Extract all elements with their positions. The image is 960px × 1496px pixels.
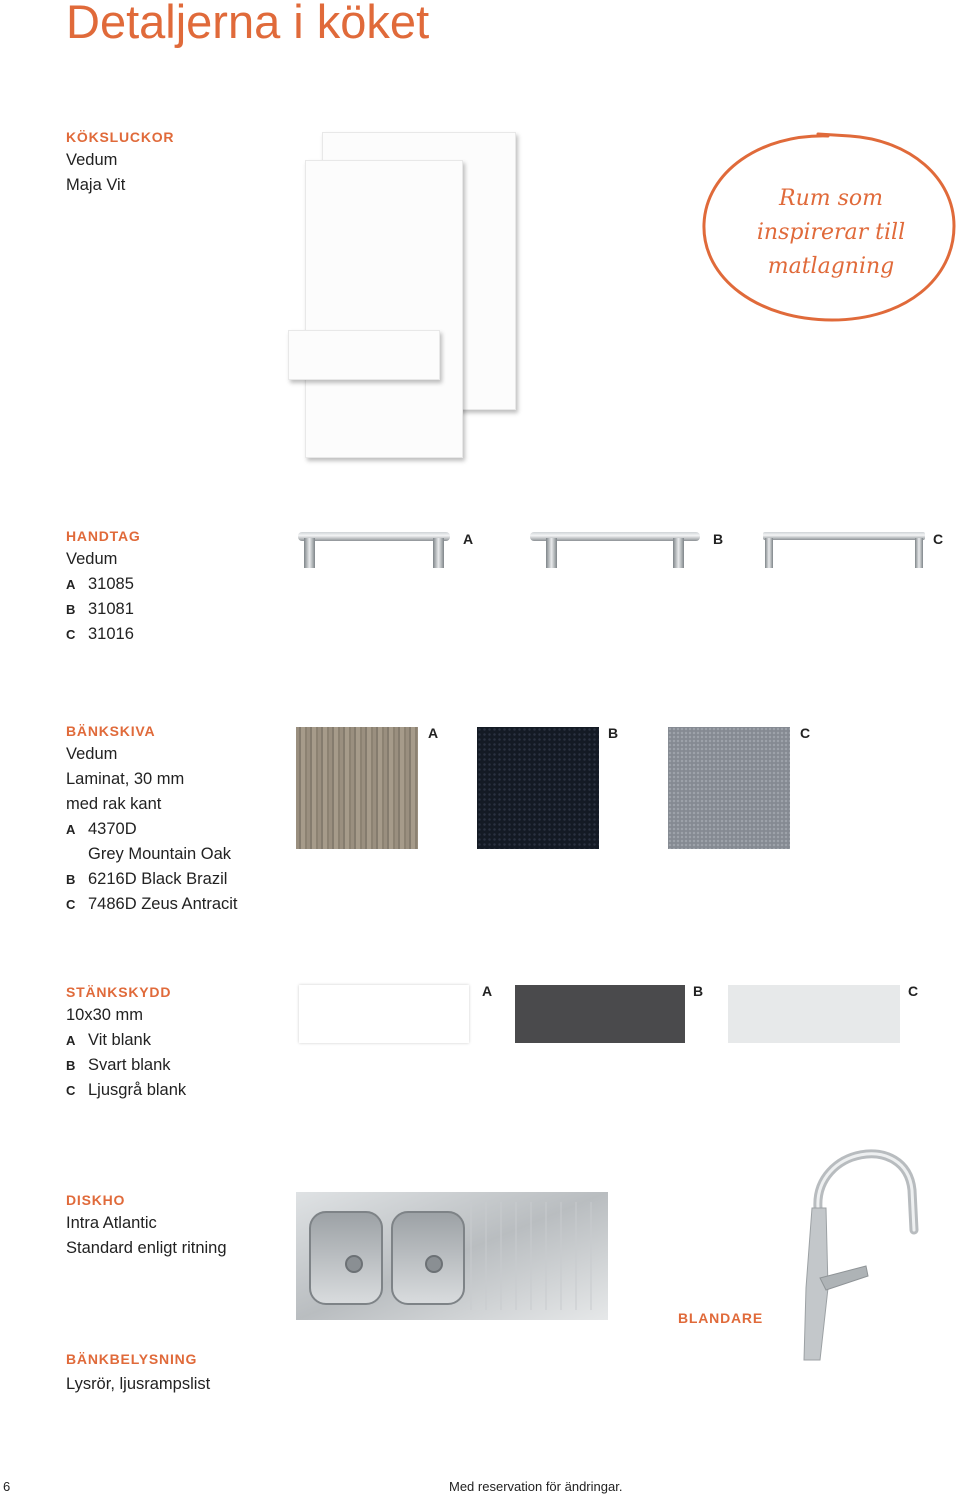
stankskydd-item-c: [66, 1078, 186, 1103]
stankskydd-heading: STÄNKSKYDD: [66, 984, 172, 1000]
stankskydd-swatch-b: [515, 985, 685, 1043]
item-letter: A: [66, 577, 76, 592]
faucet-image: [796, 1138, 926, 1364]
item-letter: C: [66, 897, 76, 912]
handtag-item-b: [66, 597, 134, 622]
bankskiva-heading: BÄNKSKIVA: [66, 723, 156, 739]
diskho-line-2: Standard enligt ritning: [66, 1239, 227, 1257]
bankbelysning-heading: BÄNKBELYSNING: [66, 1351, 198, 1367]
diskho-line-1: Intra Atlantic: [66, 1214, 157, 1232]
kokslucka-heading: KÖKSLUCKOR: [66, 129, 175, 145]
handle-a: [298, 532, 450, 572]
page-number: 6: [3, 1479, 11, 1494]
stankskydd-swatch-c: [728, 985, 900, 1043]
item-code: 31085: [88, 575, 134, 593]
handtag-item-a: [66, 572, 134, 597]
bankskiva-line-1: Vedum: [66, 745, 118, 763]
stankskydd-label-c: C: [908, 983, 919, 999]
sink-image: [296, 1192, 608, 1320]
bankskiva-swatch-a: [296, 727, 418, 849]
item-letter: C: [66, 627, 76, 642]
bankskiva-label-c: C: [800, 725, 811, 741]
handle-label-a: A: [463, 531, 474, 547]
item-code: 31016: [88, 625, 134, 643]
bankbelysning-line: Lysrör, ljusrampslist: [66, 1375, 211, 1393]
diskho-heading: DISKHO: [66, 1192, 126, 1208]
item-letter: B: [66, 1058, 76, 1073]
item-text: 7486D Zeus Antracit: [88, 895, 238, 913]
door-panel-front: [305, 160, 463, 458]
page-title: Detaljerna i köket: [66, 0, 430, 48]
bankskiva-label-b: B: [608, 725, 619, 741]
bankskiva-item-a-sub: Grey Mountain Oak: [88, 845, 232, 863]
stankskydd-swatch-a: [299, 985, 469, 1043]
item-letter: C: [66, 1083, 76, 1098]
handle-b: [530, 532, 700, 572]
item-text: Ljusgrå blank: [88, 1081, 187, 1099]
handle-label-c: C: [933, 531, 944, 547]
bankskiva-line-2: Laminat, 30 mm: [66, 770, 185, 788]
bankskiva-item-c: [66, 892, 238, 917]
item-letter: A: [66, 1033, 76, 1048]
item-code: 31081: [88, 600, 134, 618]
bankskiva-swatch-b: [477, 727, 599, 849]
kokslucka-line-2: Maja Vit: [66, 176, 126, 194]
item-text: Svart blank: [88, 1056, 171, 1074]
stankskydd-label-a: A: [482, 983, 493, 999]
stankskydd-item-b: [66, 1053, 171, 1078]
item-text: 4370D: [88, 820, 137, 838]
inspiration-stamp: [700, 132, 958, 324]
faucet-icon: [796, 1138, 926, 1364]
item-letter: A: [66, 822, 76, 837]
stamp-line-3: matlagning: [767, 254, 895, 279]
bankskiva-swatch-c: [668, 727, 790, 849]
footer-note: Med reservation för ändringar.: [449, 1479, 623, 1494]
stankskydd-item-a: [66, 1028, 151, 1053]
item-text: Vit blank: [88, 1031, 151, 1049]
item-letter: B: [66, 602, 76, 617]
item-text: 6216D Black Brazil: [88, 870, 228, 888]
bankskiva-item-a: [66, 817, 137, 842]
bankskiva-item-b: [66, 867, 227, 892]
handtag-heading: HANDTAG: [66, 528, 141, 544]
bankskiva-label-a: A: [428, 725, 439, 741]
item-letter: B: [66, 872, 76, 887]
kokslucka-line-1: Vedum: [66, 151, 118, 169]
handle-label-b: B: [713, 531, 724, 547]
handtag-item-c: [66, 622, 134, 647]
drawer-panel: [288, 330, 440, 380]
stankskydd-size: 10x30 mm: [66, 1006, 144, 1024]
stamp-line-1: Rum som: [779, 186, 883, 211]
handle-c: [763, 532, 925, 572]
stamp-line-2: inspirerar till: [756, 220, 906, 245]
handtag-brand: Vedum: [66, 550, 118, 568]
bankskiva-line-3: med rak kant: [66, 795, 162, 813]
sink-icon: [296, 1192, 608, 1320]
stankskydd-label-b: B: [693, 983, 704, 999]
blandare-heading: BLANDARE: [678, 1310, 763, 1326]
